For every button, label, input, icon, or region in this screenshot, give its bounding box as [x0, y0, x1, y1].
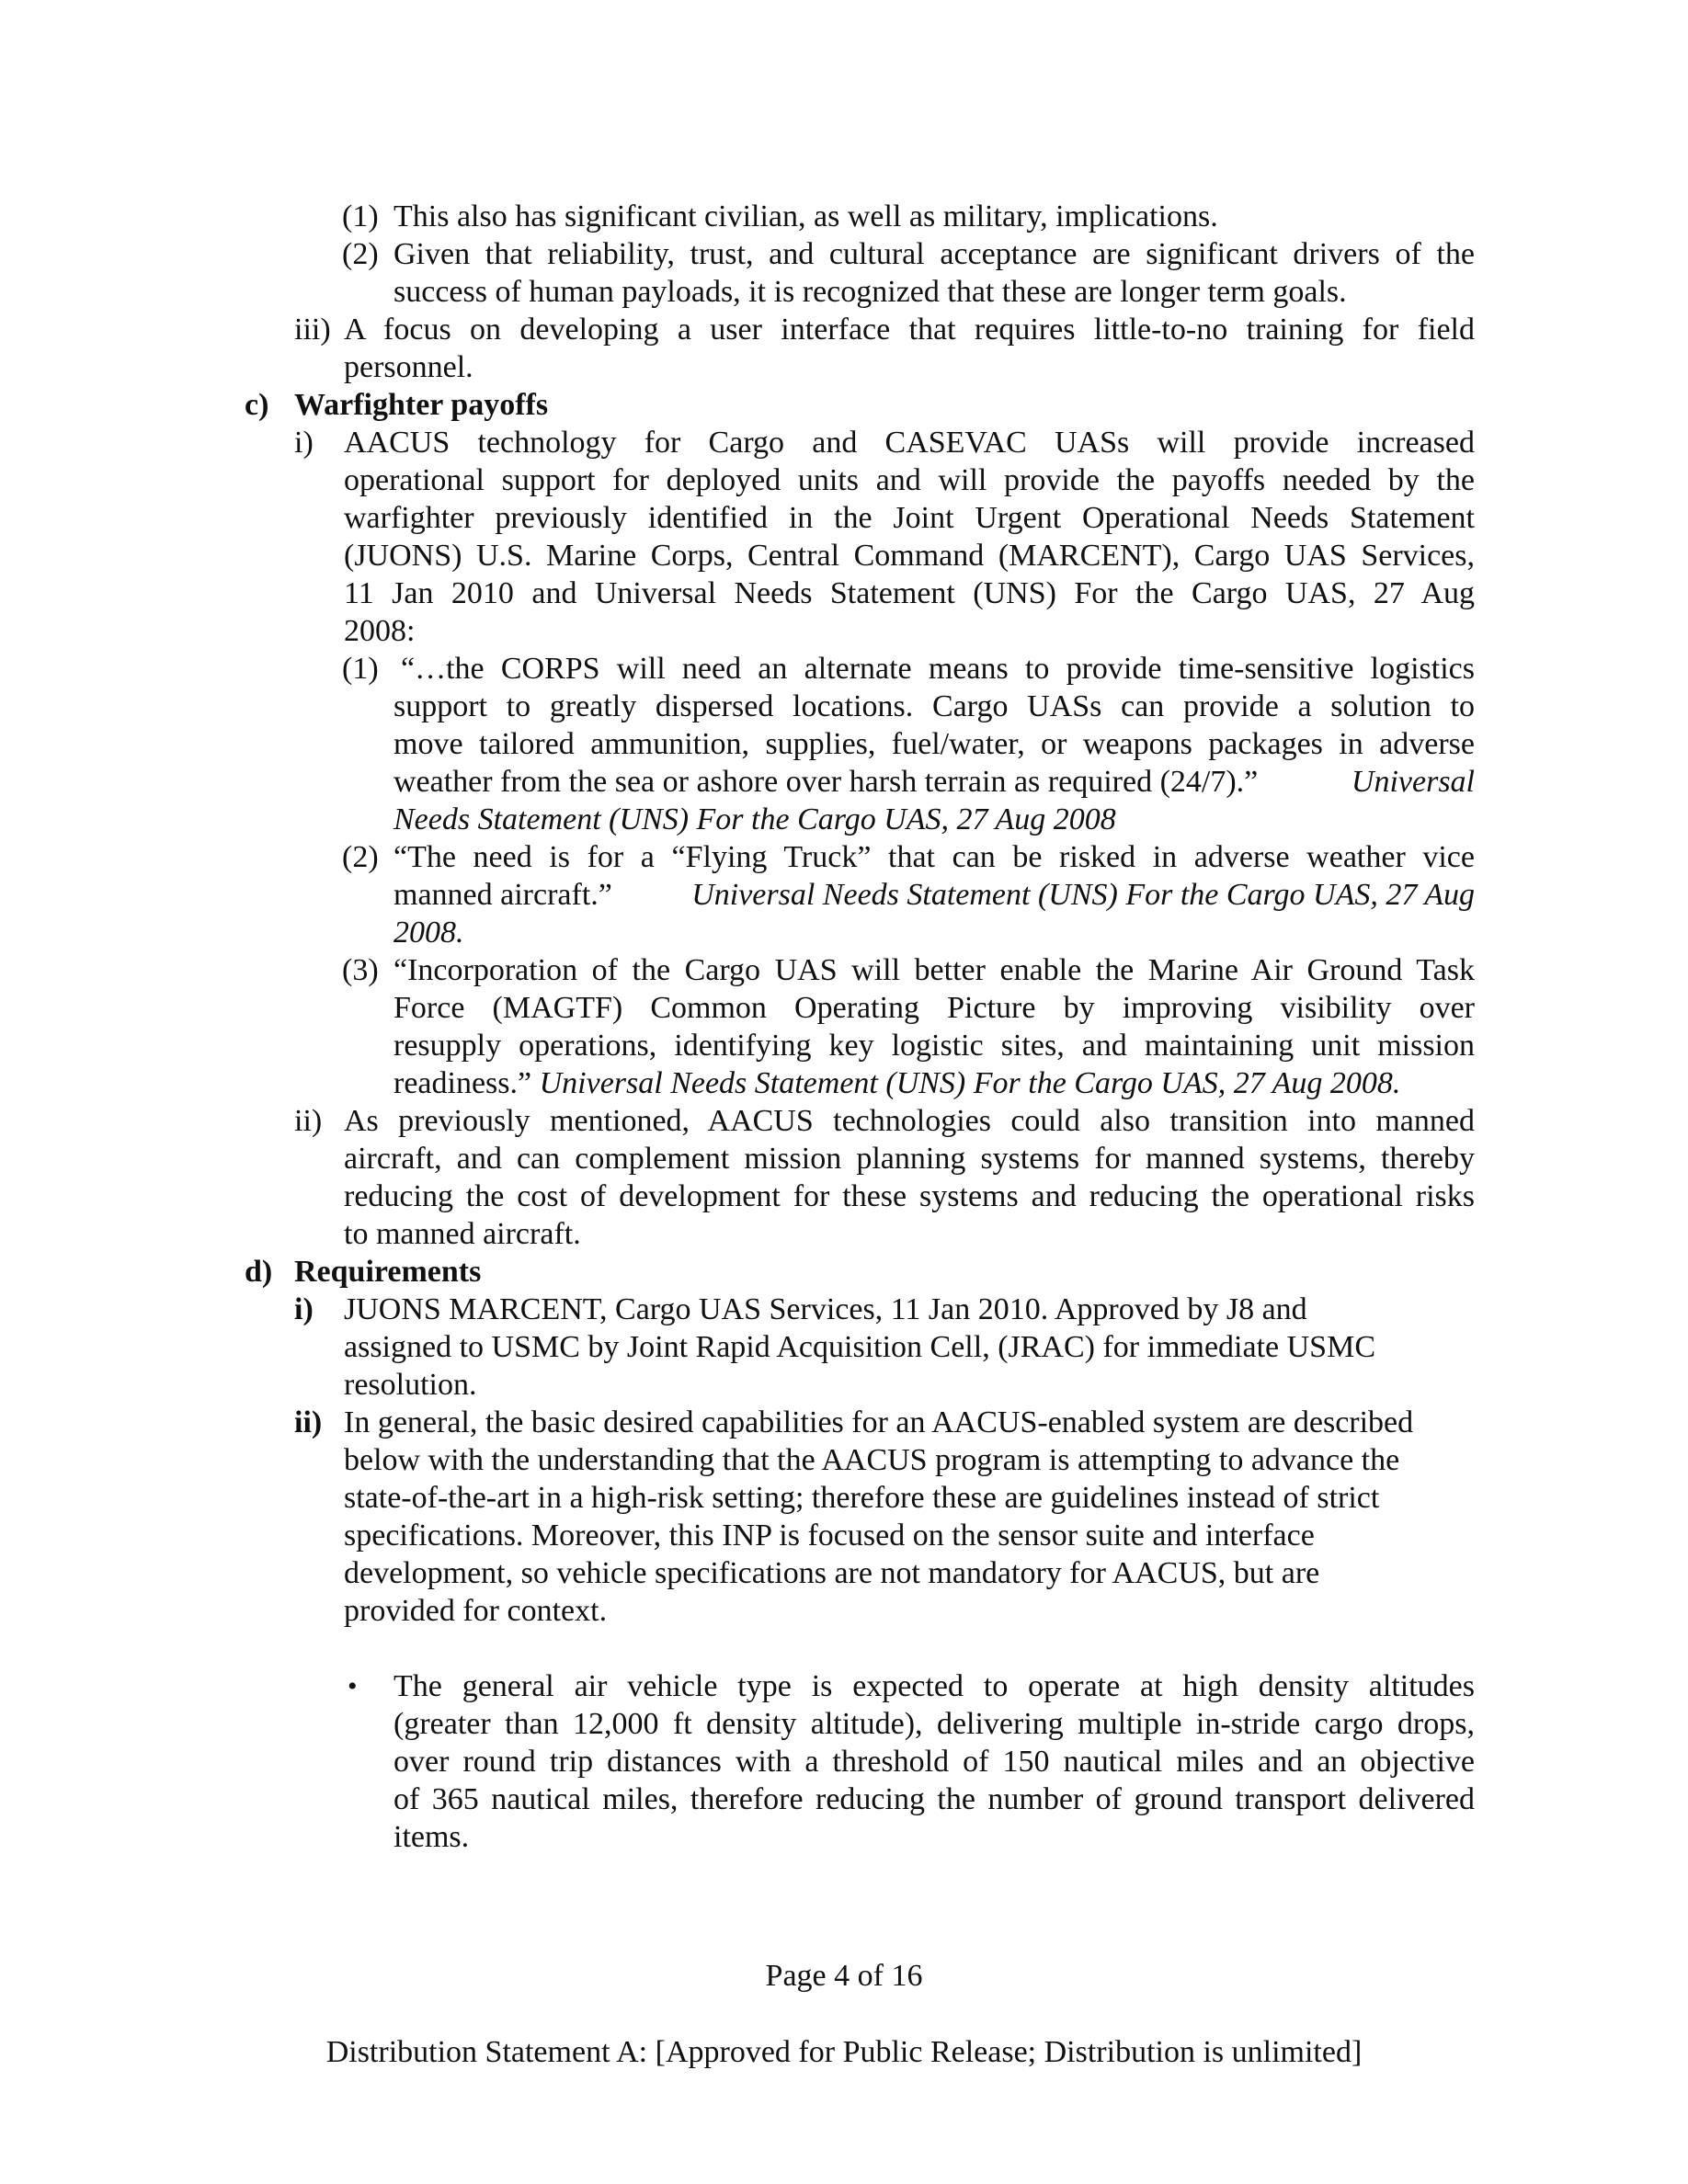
paragraph-line: to manned aircraft.	[344, 1217, 581, 1251]
quote-line: Force (MAGTF) Common Operating Picture by improving visibility over	[393, 991, 1475, 1025]
list-label: iii)	[294, 313, 331, 347]
paragraph-line: In general, the basic desired capabilities for an AACUS-enabled system are described	[344, 1405, 1414, 1439]
paragraph-line: provided for context.	[344, 1594, 608, 1628]
paragraph-line: JUONS MARCENT, Cargo UAS Services, 11 Jan 2010. Approved by J8 and	[344, 1292, 1307, 1326]
paragraph-line: 2008:	[344, 614, 416, 648]
bullet-line: The general air vehicle type is expected to operate at high density altitudes	[393, 1669, 1475, 1703]
citation: 2008.	[393, 916, 464, 950]
paragraph-line: As previously mentioned, AACUS technologies could also transition into manned	[344, 1104, 1475, 1138]
section-heading: Requirements	[294, 1255, 482, 1289]
paragraph-line: aircraft, and can complement mission planning systems for manned systems, thereby	[344, 1142, 1475, 1176]
quote-line: “The need is for a “Flying Truck” that can be risked in adverse weather vice	[393, 840, 1475, 874]
paragraph-line: Given that reliability, trust, and cultural acceptance are significant drivers of the	[393, 237, 1475, 271]
quote-text: readiness.”	[393, 1066, 532, 1100]
list-label: i)	[294, 1292, 314, 1326]
quote-line: “…the CORPS will need an alternate means to provide time-sensitive logistics	[401, 652, 1475, 686]
list-label: (1)	[342, 652, 379, 686]
quote-line: resupply operations, identifying key logistic sites, and maintaining unit mission	[393, 1029, 1475, 1063]
quote-line	[393, 876, 1475, 914]
bullet-icon: •	[348, 1671, 358, 1701]
quote-line	[393, 1064, 1400, 1102]
paragraph-line: This also has significant civilian, as well as military, implications.	[393, 199, 1218, 233]
quote-line: “Incorporation of the Cargo UAS will better enable the Marine Air Ground Task	[393, 953, 1475, 987]
paragraph-line: resolution.	[344, 1368, 477, 1402]
section-label: d)	[245, 1255, 273, 1289]
quote-line: move tailored ammunition, supplies, fuel/water, or weapons packages in adverse	[393, 727, 1475, 761]
paragraph-line: success of human payloads, it is recognized that these are longer term goals.	[393, 275, 1347, 309]
list-label: (2)	[342, 237, 379, 271]
list-label: (2)	[342, 840, 379, 874]
list-label: ii)	[294, 1104, 323, 1138]
bullet-line: of 365 nautical miles, therefore reducing the number of ground transport delivered	[393, 1782, 1475, 1816]
citation: Needs Statement (UNS) For the Cargo UAS, 27 Aug 2008	[393, 802, 1116, 836]
page-number: Page 4 of 16	[765, 1959, 923, 1993]
distribution-statement: Distribution Statement A: [Approved for Public Release; Distribution is unlimited]	[325, 2035, 1363, 2069]
section-heading: Warfighter payoffs	[294, 388, 549, 422]
list-label: (3)	[342, 953, 379, 987]
quote-line	[393, 763, 1475, 801]
citation: Universal Needs Statement (UNS) For the Cargo UAS, 27 Aug 2008.	[539, 1066, 1401, 1100]
bullet-line: over round trip distances with a threshold of 150 nautical miles and an objective	[393, 1745, 1475, 1779]
paragraph-line: AACUS technology for Cargo and CASEVAC UASs will provide increased	[344, 426, 1475, 460]
paragraph-line: specifications. Moreover, this INP is focused on the sensor suite and interface	[344, 1519, 1315, 1553]
paragraph-line: assigned to USMC by Joint Rapid Acquisition Cell, (JRAC) for immediate USMC	[344, 1330, 1375, 1364]
list-label: i)	[294, 426, 314, 460]
quote-text: weather from the sea or ashore over harsh terrain as required (24/7).”	[393, 765, 1259, 799]
section-label: c)	[245, 388, 269, 422]
quote-line: support to greatly dispersed locations. Cargo UASs can provide a solution to	[393, 689, 1475, 723]
bullet-line: items.	[393, 1820, 470, 1854]
paragraph-line: warfighter previously identified in the Joint Urgent Operational Needs Statement	[344, 501, 1475, 535]
bullet-line: (greater than 12,000 ft density altitude), delivering multiple in-stride cargo drops,	[393, 1707, 1475, 1741]
list-label: ii)	[294, 1405, 323, 1439]
citation: Universal Needs Statement (UNS) For the Cargo UAS, 27 Aug	[691, 878, 1475, 912]
list-label: (1)	[342, 199, 379, 233]
paragraph-line: (JUONS) U.S. Marine Corps, Central Command (MARCENT), Cargo UAS Services,	[344, 539, 1475, 573]
paragraph-line: development, so vehicle specifications are not mandatory for AACUS, but are	[344, 1556, 1320, 1590]
paragraph-line: personnel.	[344, 350, 473, 384]
paragraph-line: reducing the cost of development for these systems and reducing the operational risks	[344, 1179, 1475, 1213]
paragraph-line: A focus on developing a user interface that requires little-to-no training for field	[344, 313, 1475, 347]
quote-text: manned aircraft.”	[393, 878, 612, 912]
paragraph-line: 11 Jan 2010 and Universal Needs Statement (UNS) For the Cargo UAS, 27 Aug	[344, 576, 1475, 610]
paragraph-line: below with the understanding that the AACUS program is attempting to advance the	[344, 1443, 1400, 1477]
citation: Universal	[1351, 765, 1475, 799]
paragraph-line: state-of-the-art in a high-risk setting; therefore these are guidelines instead of strict	[344, 1481, 1380, 1515]
paragraph-line: operational support for deployed units and will provide the payoffs needed by the	[344, 463, 1475, 497]
